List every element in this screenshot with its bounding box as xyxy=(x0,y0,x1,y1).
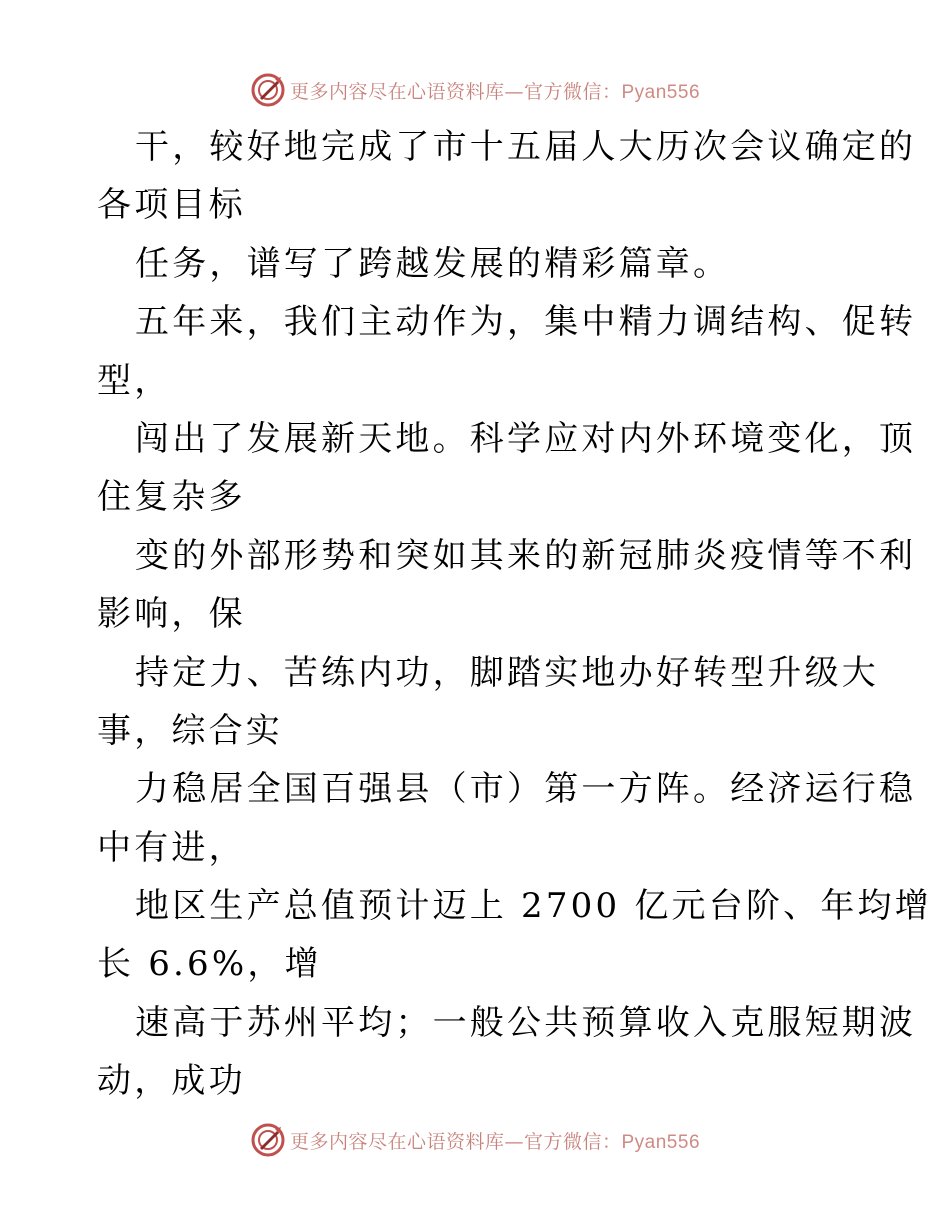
watermark-dash: — xyxy=(504,80,524,103)
body-text-line: 任务，谱写了跨越发展的精彩篇章。 xyxy=(135,243,731,284)
watermark-text xyxy=(290,77,700,104)
body-text-line: 动，成功 xyxy=(97,1061,246,1102)
body-text-line: 住复杂多 xyxy=(97,477,246,518)
body-text-line: 事，综合实 xyxy=(97,710,283,751)
body-text-line: 中有进， xyxy=(97,827,246,868)
body-text-line: 速高于苏州平均；一般公共预算收入克服短期波 xyxy=(135,1002,917,1043)
body-text-line: 闯出了发展新天地。科学应对内外环境变化，顶 xyxy=(135,418,917,459)
header-watermark-banner xyxy=(0,68,950,112)
brand-logo-icon xyxy=(250,1122,286,1158)
brand-logo-icon xyxy=(250,72,286,108)
watermark-main-text: 更多内容尽在心语资料库 xyxy=(289,1130,505,1153)
body-text-line: 地区生产总值预计迈上 2700 亿元台阶、年均增 xyxy=(135,886,932,927)
watermark-wechat-label: 官方微信： xyxy=(523,1130,622,1153)
watermark-text xyxy=(290,1127,700,1154)
watermark-dash: — xyxy=(504,1130,524,1153)
body-text-line: 影响，保 xyxy=(97,594,246,635)
document-body xyxy=(97,118,932,1111)
watermark-main-text: 更多内容尽在心语资料库 xyxy=(289,80,505,103)
watermark-wechat-label: 官方微信： xyxy=(523,80,622,103)
body-text-line: 力稳居全国百强县（市）第一方阵。经济运行稳 xyxy=(135,769,917,810)
body-text-line: 型， xyxy=(97,360,172,401)
watermark-wechat-id: Pyan556 xyxy=(621,1131,701,1153)
body-text-line: 变的外部形势和突如其来的新冠肺炎疫情等不利 xyxy=(135,535,917,576)
body-text-line: 长 6.6%，增 xyxy=(97,944,322,985)
body-text-line: 五年来，我们主动作为，集中精力调结构、促转 xyxy=(135,302,917,343)
body-text-line: 各项目标 xyxy=(97,185,246,226)
body-text-line: 持定力、苦练内功，脚踏实地办好转型升级大 xyxy=(135,652,879,693)
footer-watermark-banner xyxy=(0,1118,950,1162)
body-text-line: 干，较好地完成了市十五届人大历次会议确定的 xyxy=(135,127,917,167)
watermark-wechat-id: Pyan556 xyxy=(621,81,701,103)
